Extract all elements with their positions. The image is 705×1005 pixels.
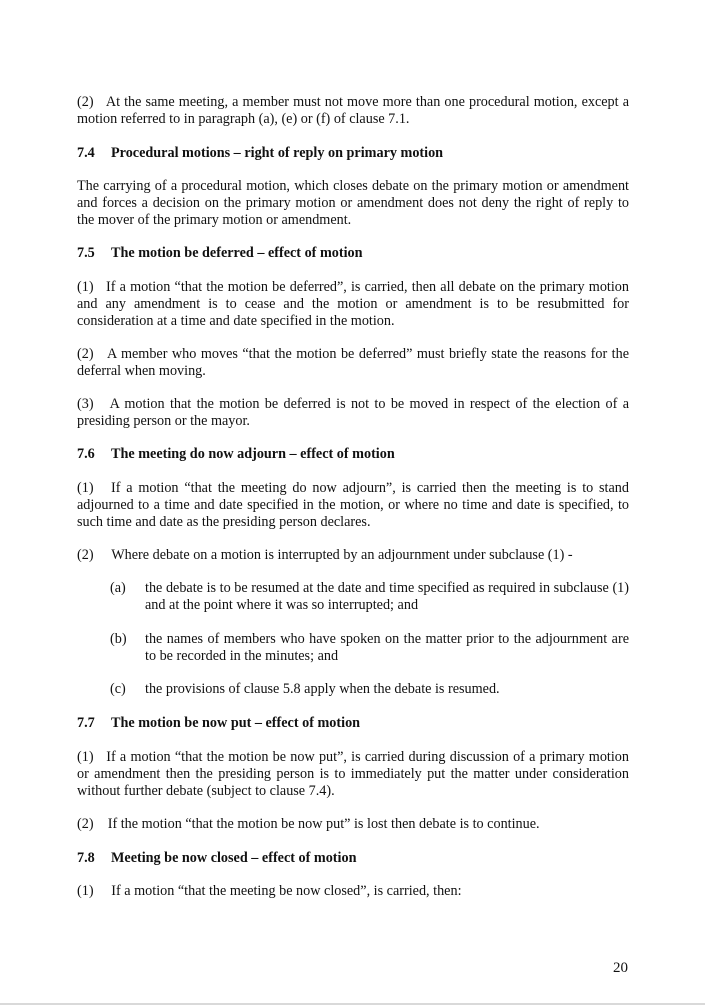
heading-number: 7.6: [77, 446, 95, 462]
heading-title: Procedural motions – right of reply on primary motion: [111, 145, 444, 161]
paragraph-7-5-1: (1) If a motion “that the motion be deferred”, is carried, then all debate on the primary motion and any amendment is to cease and the motion or amendment is to be resubmitted for consideration at a time and date specified in the motion.: [77, 279, 629, 329]
heading-number: 7.7: [77, 715, 95, 731]
paragraph-7-6-1: (1) If a motion “that the meeting do now adjourn”, is carried then the meeting is to stand adjourned to a time and date specified in the motion, or where no time and date is specified, to such time and date as the presiding person declares.: [77, 480, 629, 530]
heading-number: 7.5: [77, 245, 95, 261]
heading-7-5: [77, 245, 629, 262]
list-item-label: (c): [110, 681, 126, 697]
heading-7-8: [77, 850, 629, 867]
list-item-text: the names of members who have spoken on the matter prior to the adjournment are to be recorded in the minutes; and: [145, 631, 629, 664]
paragraph-7-3-2: (2) At the same meeting, a member must not move more than one procedural motion, except a motion referred to in paragraph (a), (e) or (f) of clause 7.1.: [77, 94, 629, 127]
heading-title: The meeting do now adjourn – effect of motion: [111, 446, 395, 462]
list-item-b: [110, 631, 629, 665]
page-number: 20: [613, 960, 628, 976]
heading-number: 7.4: [77, 145, 95, 161]
list-item-label: (b): [110, 631, 127, 647]
paragraph-7-8-1: (1) If a motion “that the meeting be now closed”, is carried, then:: [77, 883, 462, 899]
paragraph-7-5-2: (2) A member who moves “that the motion be deferred” must briefly state the reasons for the deferral when moving.: [77, 346, 629, 379]
paragraph-7-7-1: (1) If a motion “that the motion be now put”, is carried during discussion of a primary motion or amendment then the presiding person is to immediately put the matter under consideration without further debate (subject to clause 7.4).: [77, 749, 629, 799]
heading-title: The motion be deferred – effect of motion: [111, 245, 363, 261]
heading-number: 7.8: [77, 850, 95, 866]
heading-title: The motion be now put – effect of motion: [111, 715, 361, 731]
paragraph-7-4: The carrying of a procedural motion, which closes debate on the primary motion or amendment and forces a decision on the primary motion or amendment does not deny the right of reply to the mover of the primary motion or amendment.: [77, 178, 629, 228]
list-item-a: [110, 580, 629, 614]
paragraph-7-7-2: (2) If the motion “that the motion be now put” is lost then debate is to continue.: [77, 816, 540, 832]
list-item-c: [110, 681, 629, 698]
paragraph-7-6-2: (2) Where debate on a motion is interrupted by an adjournment under subclause (1) -: [77, 547, 573, 563]
heading-7-6: [77, 446, 629, 463]
paragraph-7-5-3: (3) A motion that the motion be deferred is not to be moved in respect of the election of a presiding person or the mayor.: [77, 396, 629, 429]
heading-7-7: [77, 715, 629, 732]
list-item-text: the provisions of clause 5.8 apply when the debate is resumed.: [145, 681, 500, 697]
list-item-text: the debate is to be resumed at the date and time specified as required in subclause (1) and at the point where it was so interrupted; and: [145, 580, 629, 613]
heading-7-4: [77, 145, 629, 162]
list-item-label: (a): [110, 580, 126, 596]
heading-title: Meeting be now closed – effect of motion: [111, 850, 357, 866]
